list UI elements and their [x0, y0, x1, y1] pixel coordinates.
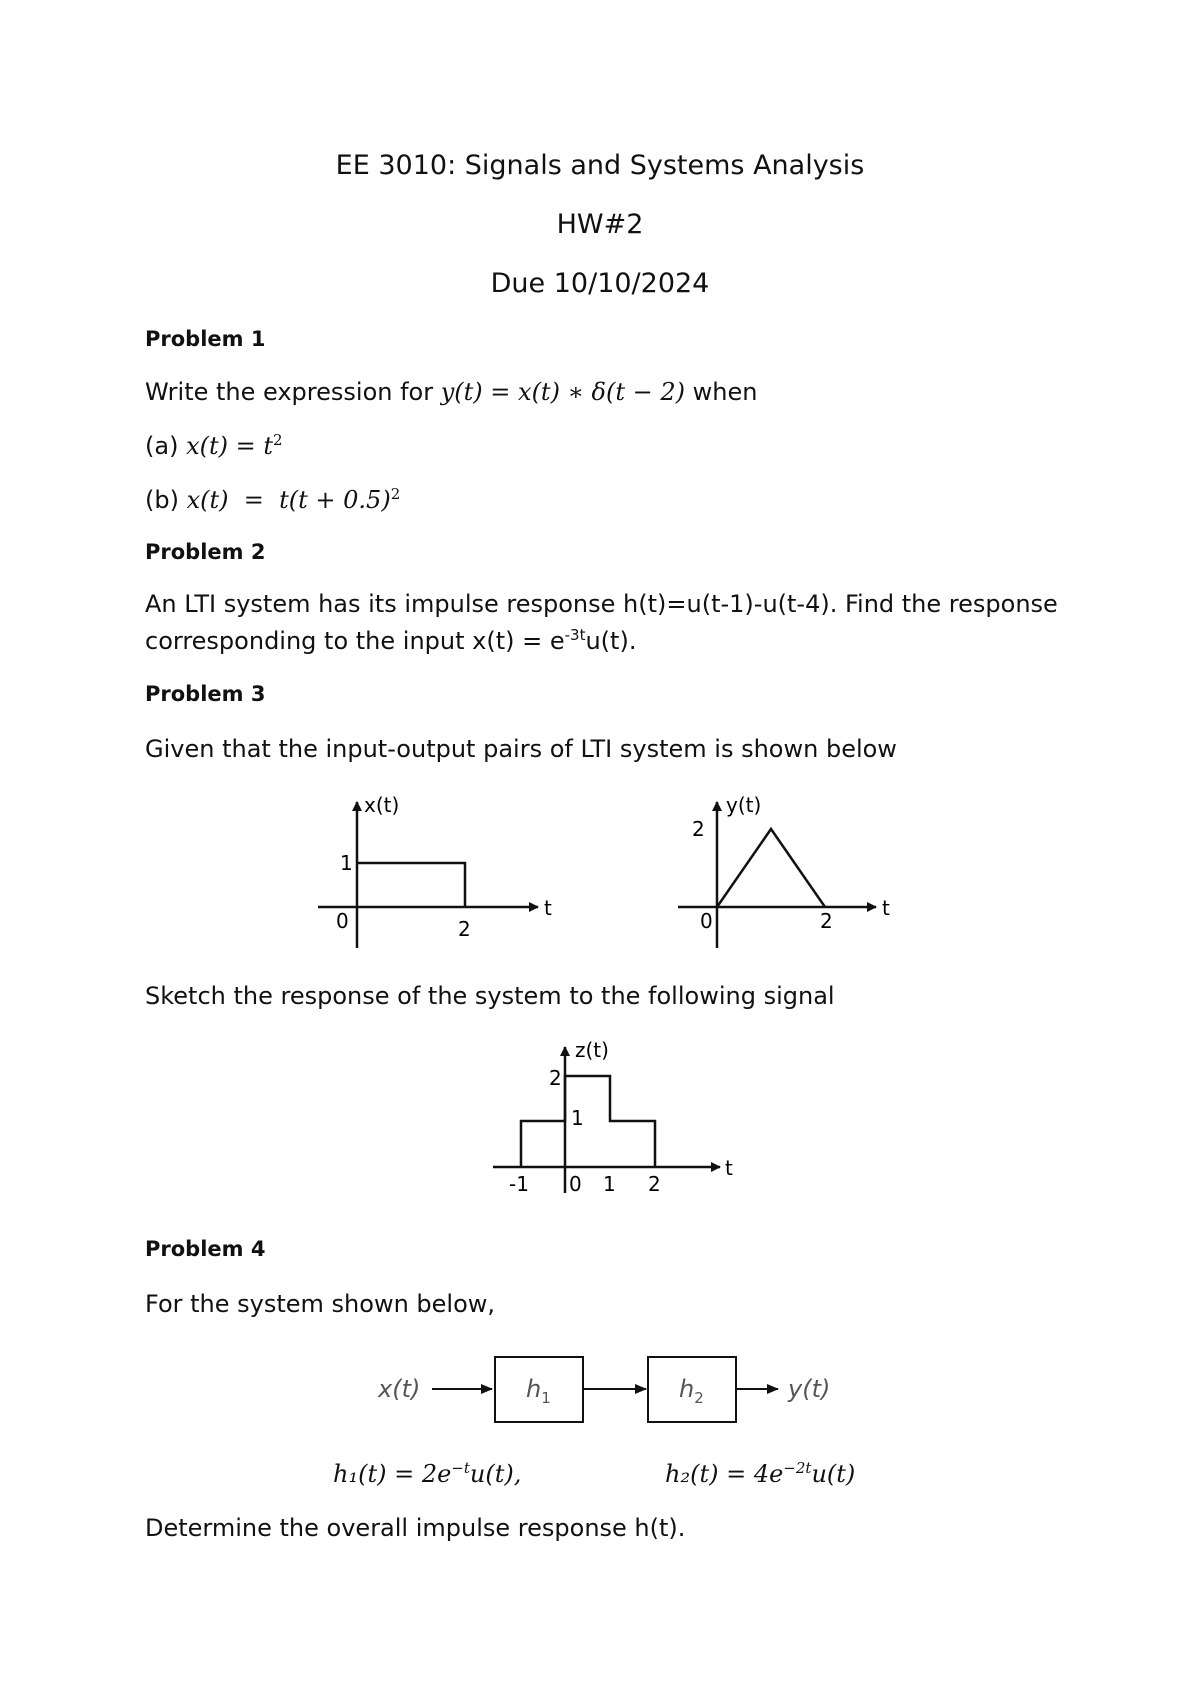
problem1-part-a	[145, 432, 283, 460]
part-b-exponent: 2	[390, 485, 401, 503]
plot-y-tick-x2: 2	[820, 909, 833, 933]
plot-z-tick-xm1: -1	[509, 1172, 529, 1196]
problem3-intro: Given that the input-output pairs of LTI system is shown below	[145, 735, 897, 763]
problem1-intro-suffix: when	[692, 378, 758, 406]
plot-y-origin: 0	[700, 909, 713, 933]
plot-x-origin: 0	[336, 909, 349, 933]
plot-x-tick-x2: 2	[458, 917, 471, 941]
problem2-line2-prefix: corresponding to the input x(t) = e	[145, 627, 565, 655]
plot-x-xlabel: t	[544, 896, 552, 920]
block-input-label: x(t)	[378, 1375, 421, 1403]
plot-y-ylabel: y(t)	[726, 793, 762, 817]
block-diagram	[360, 1345, 860, 1435]
due-date: Due 10/10/2024	[490, 268, 710, 299]
plot-z-of-t	[485, 1035, 735, 1205]
plot-y-of-t	[670, 790, 930, 960]
block-h2-label: $h_2$	[679, 1375, 704, 1407]
plot-x-ylabel: x(t)	[364, 793, 400, 817]
problem4-intro: For the system shown below,	[145, 1290, 496, 1318]
plot-z-tick-x1: 1	[603, 1172, 616, 1196]
plot-z-xlabel: t	[725, 1156, 733, 1180]
problem1-heading: Problem 1	[145, 327, 266, 351]
part-a-exponent: 2	[273, 431, 283, 449]
part-b-label: (b)	[145, 486, 179, 514]
problem2-line1: An LTI system has its impulse response h(t)=u(t-1)-u(t-4). Find the response	[145, 590, 1058, 618]
h2-equation	[665, 1460, 855, 1488]
h1-eq-tail: u(t),	[469, 1460, 522, 1488]
plot-z-tick-y2: 2	[549, 1066, 562, 1090]
plot-y-signal	[717, 829, 825, 907]
plot-x-of-t	[310, 790, 570, 960]
plot-z-origin: 0	[569, 1172, 582, 1196]
h2-eq-tail: u(t)	[811, 1460, 856, 1488]
problem2-heading: Problem 2	[145, 540, 266, 564]
plot-x-tick-y1: 1	[340, 851, 353, 875]
h1-eq-exp: −t	[451, 1459, 470, 1477]
problem2-body	[145, 586, 1065, 660]
plot-y-xlabel: t	[882, 896, 890, 920]
part-b-math: x(t) = t(t + 0.5)	[186, 486, 391, 514]
plot-z-ylabel: z(t)	[575, 1038, 609, 1062]
problem1-intro-prefix: Write the expression for	[145, 378, 434, 406]
problem4-heading: Problem 4	[145, 1237, 266, 1261]
plot-z-tick-x2: 2	[648, 1172, 661, 1196]
part-a-label: (a)	[145, 432, 179, 460]
problem3-heading: Problem 3	[145, 682, 266, 706]
problem2-line2-suffix: u(t).	[585, 627, 637, 655]
part-a-math: x(t) = t	[186, 432, 273, 460]
problem1-intro-math: y(t) = x(t) ∗ δ(t − 2)	[440, 378, 685, 406]
h2-eq-main: h₂(t) = 4e	[665, 1460, 784, 1488]
block-output-label: y(t)	[788, 1375, 831, 1403]
hw-number: HW#2	[556, 209, 644, 240]
plot-z-tick-y1: 1	[571, 1106, 584, 1130]
problem3-sketch-prompt: Sketch the response of the system to the following signal	[145, 982, 835, 1010]
block-h1-label: $h_1$	[526, 1375, 551, 1407]
h2-eq-exp: −2t	[783, 1459, 812, 1477]
h1-eq-main: h₁(t) = 2e	[333, 1460, 452, 1488]
plot-z-signal	[521, 1076, 655, 1167]
problem2-exponent: -3t	[564, 626, 586, 644]
plot-x-signal	[357, 863, 465, 907]
h1-equation	[333, 1460, 521, 1488]
plot-y-tick-y2: 2	[692, 817, 705, 841]
course-title: EE 3010: Signals and Systems Analysis	[335, 150, 865, 181]
problem1-part-b	[145, 486, 400, 514]
problem1-intro	[145, 378, 757, 406]
problem4-question: Determine the overall impulse response h(t).	[145, 1514, 686, 1542]
